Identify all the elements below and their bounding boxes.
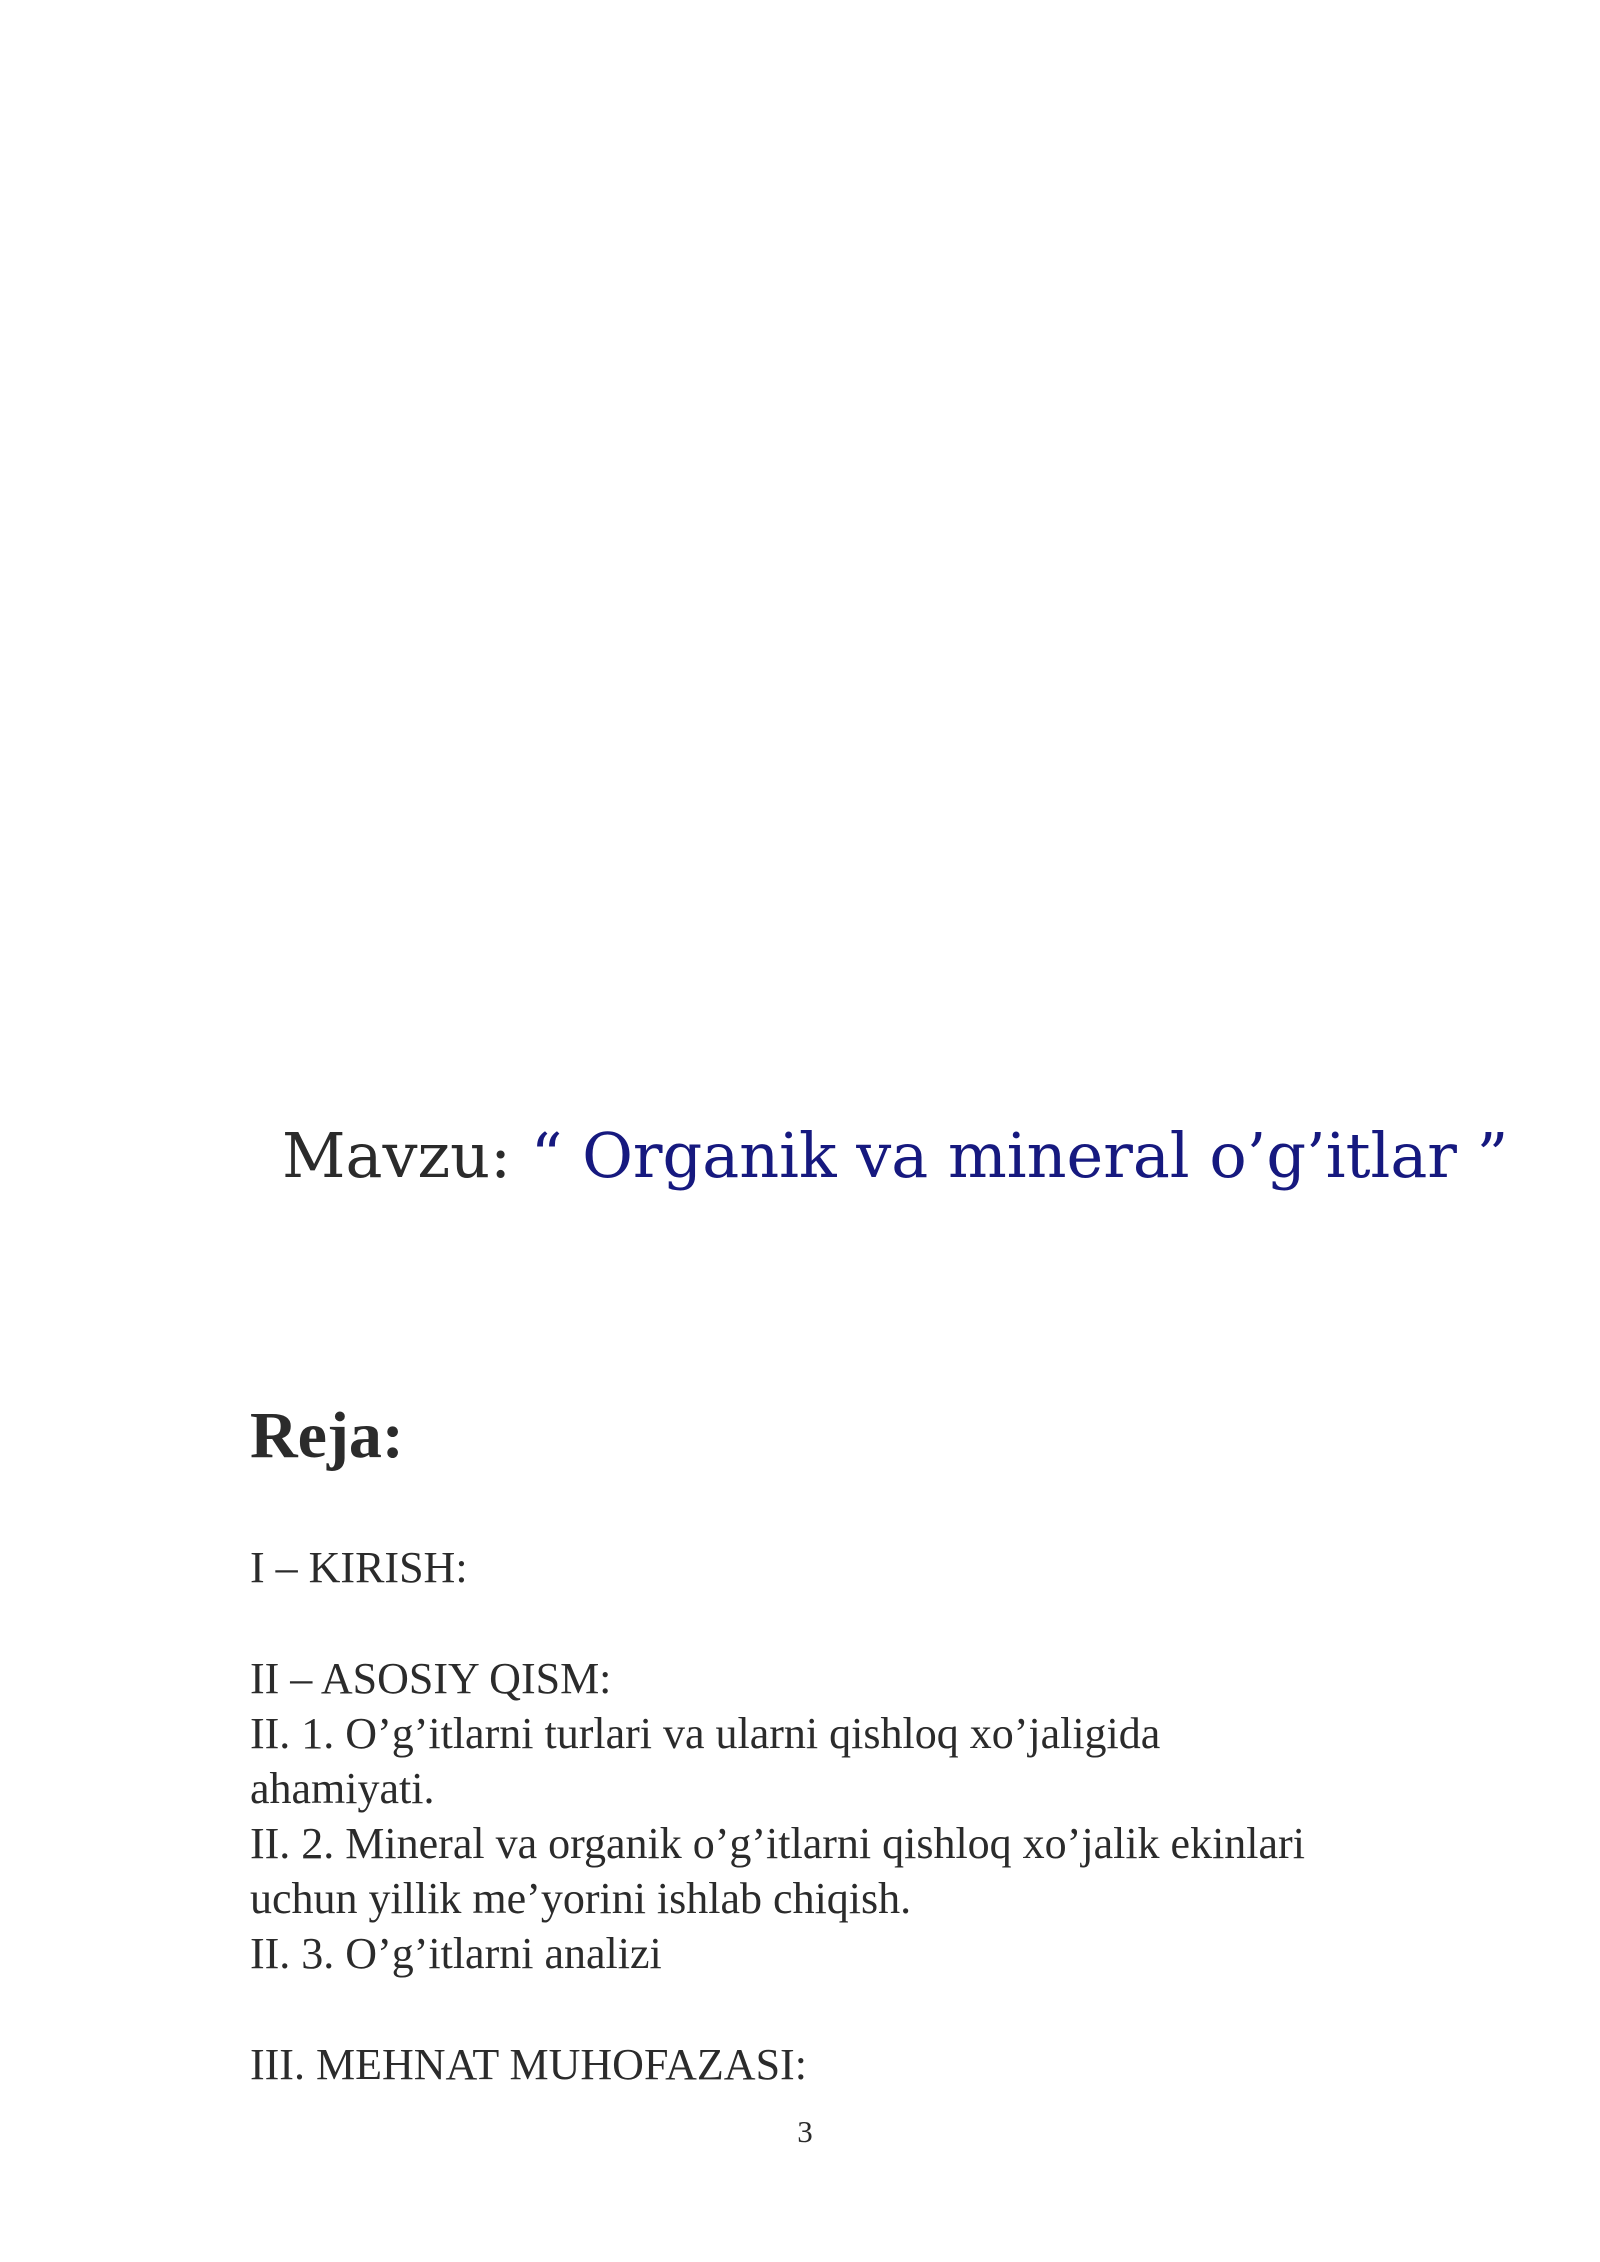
plan-item-line: II. 3. O’g’itlarni analizi [250, 1929, 662, 1978]
topic-label: Mavzu: [282, 1119, 511, 1192]
topic-title: “ Organik va mineral o’g’itlar ” [530, 1119, 1509, 1192]
plan-item-line: II. 1. O’g’itlarni turlari va ularni qishloq xo’jaligida [250, 1709, 1161, 1758]
plan-item-line: ahamiyati. [250, 1764, 435, 1813]
plan-item-line: II. 2. Mineral va organik o’g’itlarni qishloq xo’jalik ekinlari [250, 1819, 1305, 1868]
topic-heading [282, 1116, 1509, 1196]
main-part-heading: II – ASOSIY QISM: [250, 1654, 612, 1703]
plan-heading: Reja: [250, 1399, 404, 1472]
labor-protection-line: III. MEHNAT MUHOFAZASI: [250, 2040, 807, 2089]
plan-main-part [250, 1651, 1500, 1981]
plan-labor-protection [250, 2037, 1500, 2092]
plan-introduction [250, 1540, 1500, 1595]
plan-item-line: uchun yillik me’yorini ishlab chiqish. [250, 1874, 912, 1923]
introduction-line: I – KIRISH: [250, 1543, 468, 1592]
page-number: 3 [797, 2114, 813, 2149]
